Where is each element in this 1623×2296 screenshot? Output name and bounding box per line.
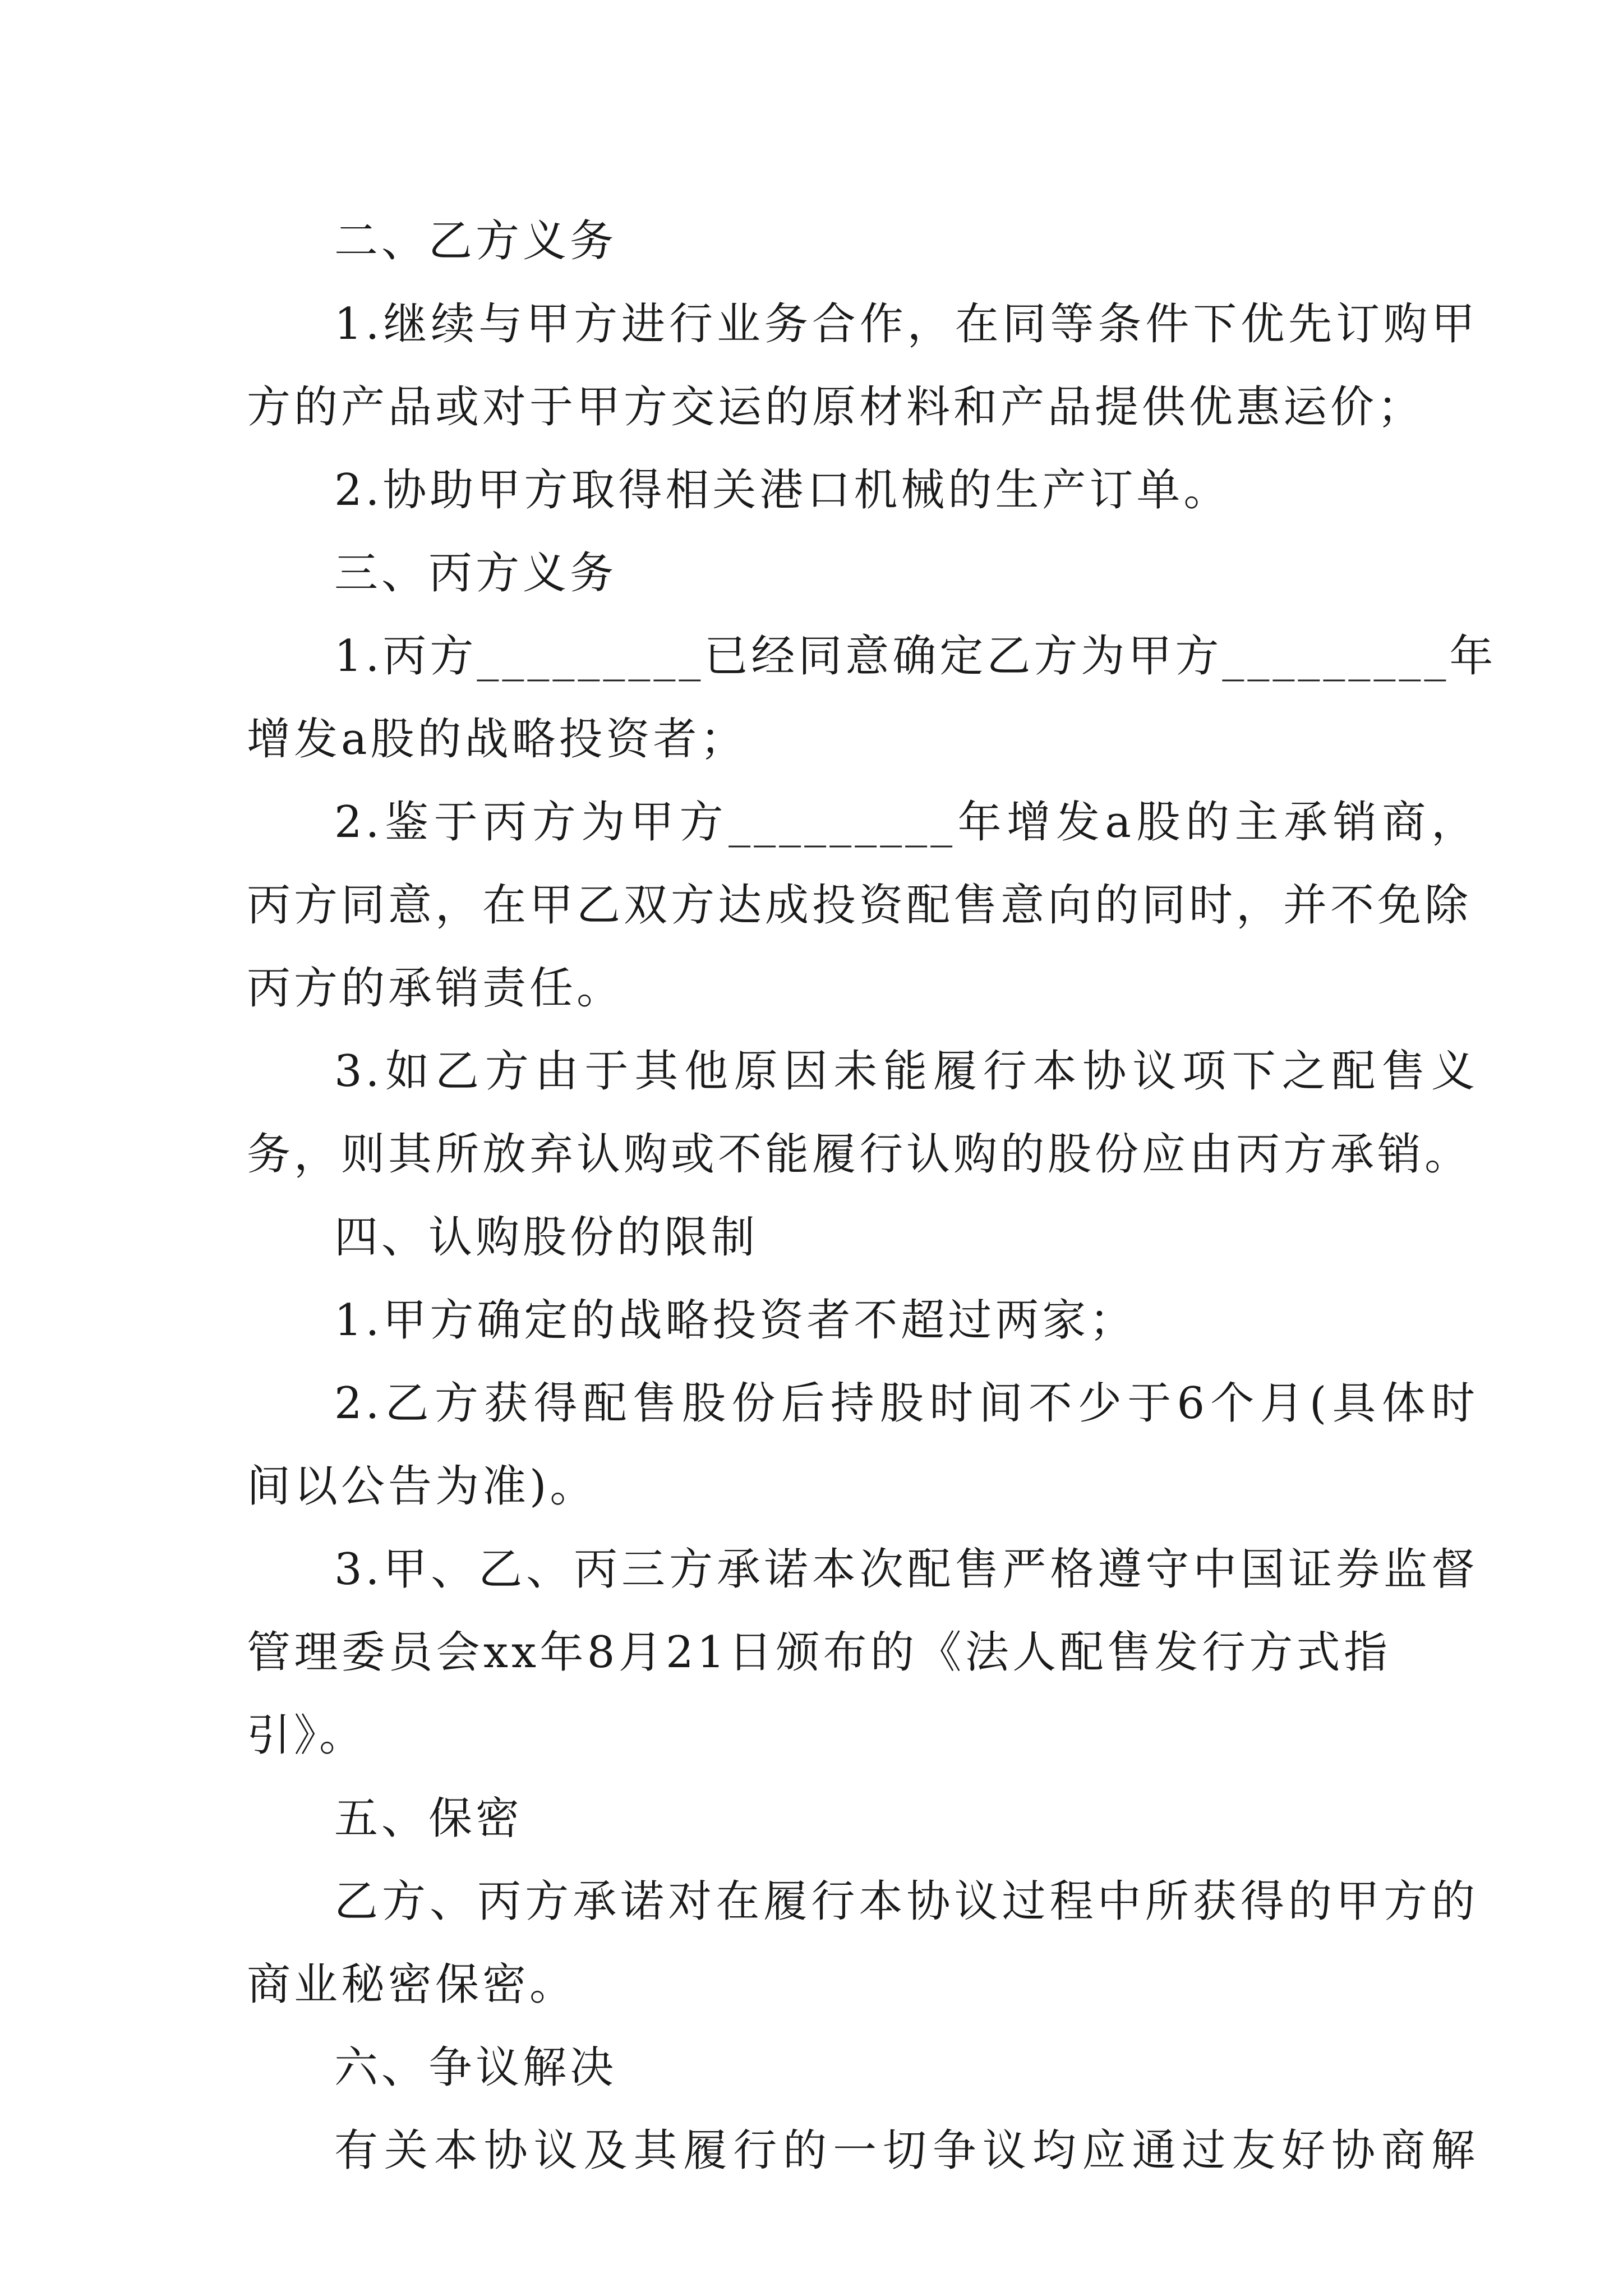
paragraph-line: 1.丙方_________已经同意确定乙方为甲方_________年 — [334, 631, 1497, 682]
paragraph-line: 3.甲、乙、丙三方承诺本次配售严格遵守中国证券监督 — [334, 1544, 1478, 1595]
paragraph-line: 有关本协议及其履行的一切争议均应通过友好协商解 — [334, 2125, 1478, 2176]
paragraph-line: 3.如乙方由于其他原因未能履行本协议项下之配售义 — [334, 1046, 1478, 1097]
paragraph-line: 商业秘密保密。 — [247, 1959, 577, 2010]
paragraph-line: 1.继续与甲方进行业务合作，在同等条件下优先订购甲 — [334, 299, 1478, 349]
paragraph-line: 丙方同意，在甲乙双方达成投资配售意向的同时，并不免除 — [247, 880, 1472, 931]
paragraph-line: 2.协助甲方取得相关港口机械的生产订单。 — [334, 465, 1231, 516]
section-heading-confidentiality: 五、保密 — [334, 1793, 523, 1844]
paragraph-line: 引》。 — [247, 1710, 367, 1761]
paragraph-line: 管理委员会xx年8月21日颁布的《法人配售发行方式指 — [247, 1627, 1391, 1678]
paragraph-line: 方的产品或对于甲方交运的原材料和产品提供优惠运价； — [247, 382, 1425, 432]
paragraph-line: 1.甲方确定的战略投资者不超过两家； — [334, 1295, 1137, 1346]
paragraph-line: 丙方的承销责任。 — [247, 963, 624, 1014]
paragraph-line: 间以公告为准)。 — [247, 1461, 597, 1512]
section-heading-party-b-obligations: 二、乙方义务 — [334, 216, 617, 266]
paragraph-line: 2.鉴于丙方为甲方_________年增发a股的主承销商， — [334, 797, 1478, 848]
paragraph-line: 2.乙方获得配售股份后持股时间不少于6个月(具体时 — [334, 1378, 1478, 1429]
section-heading-party-c-obligations: 三、丙方义务 — [334, 548, 617, 599]
section-heading-dispute-resolution: 六、争议解决 — [334, 2042, 617, 2093]
paragraph-line: 务，则其所放弃认购或不能履行认购的股份应由丙方承销。 — [247, 1129, 1472, 1180]
paragraph-line: 增发a股的战略投资者； — [247, 714, 748, 765]
section-heading-share-restrictions: 四、认购股份的限制 — [334, 1212, 759, 1263]
paragraph-line: 乙方、丙方承诺对在履行本协议过程中所获得的甲方的 — [334, 1876, 1478, 1927]
